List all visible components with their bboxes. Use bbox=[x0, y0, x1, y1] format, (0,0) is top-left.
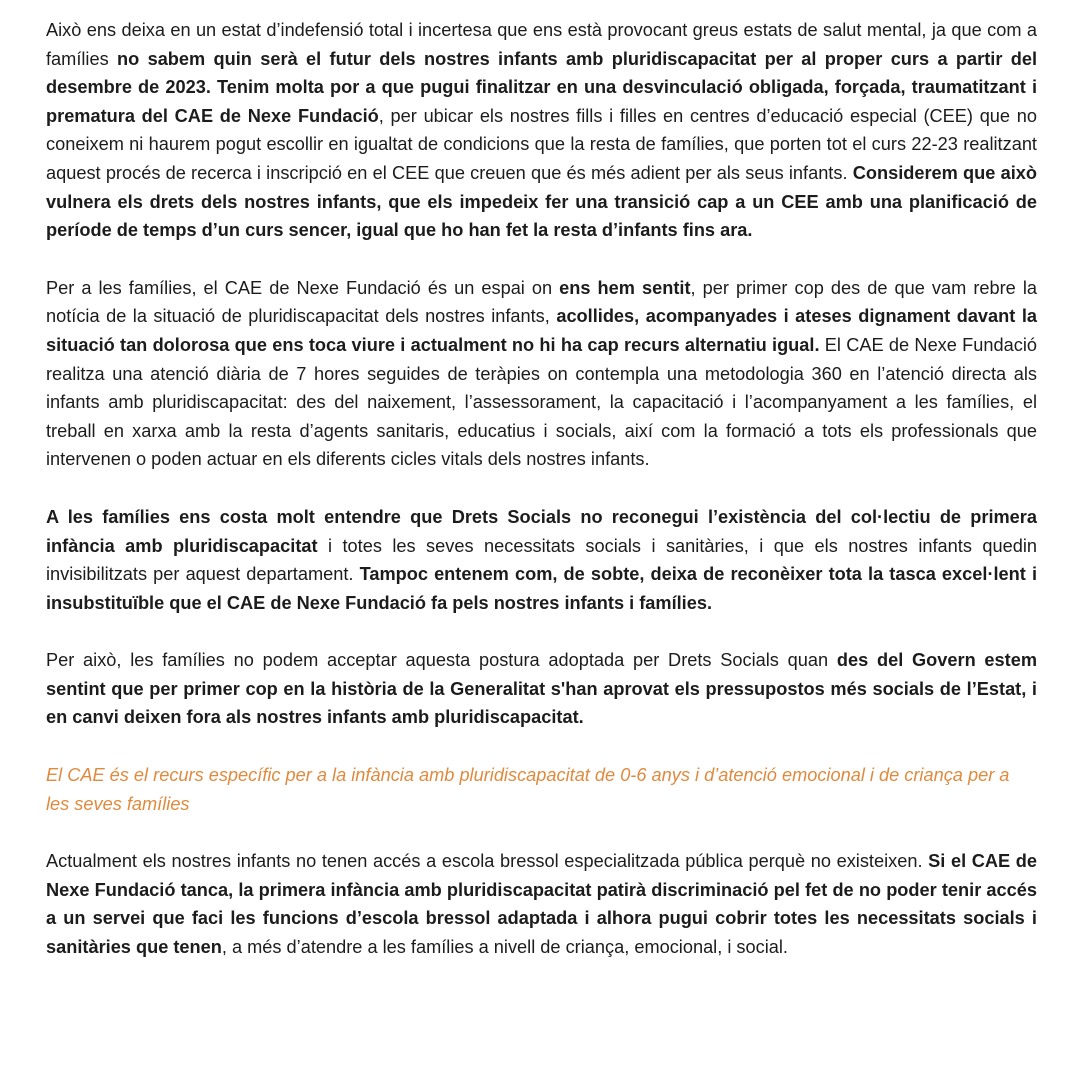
text-segment: Això ens deixa en un estat d’indefensió total i incertesa que ens està provocant greus estats de salut mental, ja que com a famílies bbox=[46, 20, 1037, 69]
bold-text-segment: Tampoc entenem com, de sobte, deixa de reconèixer tota la tasca excel·lent i insubstituïble que el CAE de Nexe Fundació fa pels nostres infants i famílies. bbox=[46, 564, 1037, 613]
bold-text-segment: no sabem quin serà el futur dels nostres infants amb pluridiscapacitat per al proper curs a partir del desembre de 2023. Tenim molta por a que pugui finalitzar en una desvinculació obligada, forçada, traumatitzant i prematura del CAE de Nexe Fundació bbox=[46, 48, 1038, 126]
text-segment: Per això, les famílies no podem acceptar aquesta postura adoptada per Drets Socials quan bbox=[46, 650, 837, 671]
paragraph-3 bbox=[46, 503, 1037, 617]
section-heading: El CAE és el recurs específic per a la infància amb pluridiscapacitat de 0-6 anys i d’atenció emocional i de criança per a les seves famílies bbox=[46, 765, 1010, 814]
bold-text-segment: des del Govern estem sentint que per primer cop en la història de la Generalitat s'han aprovat els pressupostos més socials de l’Estat, i en canvi deixen fora als nostres infants amb pluridiscapacitat. bbox=[46, 650, 1038, 728]
bold-text-segment: Considerem que això vulnera els drets dels nostres infants, que els impedeix fer una transició cap a un CEE amb una planificació de període de temps d’un curs sencer, igual que ho han fet la resta d’infants fins ara. bbox=[46, 162, 1037, 241]
text-segment: Actualment els nostres infants no tenen accés a escola bressol especialitzada pública perquè no existeixen. bbox=[46, 851, 929, 872]
paragraph-final bbox=[46, 847, 1037, 961]
text-segment: i totes les seves necessitats socials i sanitàries, i que els nostres infants quedin invisibilitzats per aquest departament. bbox=[46, 535, 1037, 585]
bold-text-segment: A les famílies ens costa molt entendre que Drets Socials no reconegui l’existència del col·lectiu de primera infància amb pluridiscapacitat bbox=[46, 506, 1037, 556]
document-body bbox=[46, 16, 1037, 962]
text-segment: , a més d’atendre a les famílies a nivell de criança, emocional, i social. bbox=[221, 937, 788, 958]
text-segment: Per a les famílies, el CAE de Nexe Fundació és un espai on bbox=[46, 277, 560, 298]
text-segment: El CAE de Nexe Fundació realitza una atenció diària de 7 hores seguides de teràpies on contempla una metodologia 360 en l’atenció directa als infants amb pluridiscapacitat: des del naixement, l’assessorament, la capacitació i l’acompanyament a les famílies, el treball en xarxa amb la resta d’agents sanitaris, educatius i socials, així com la formació a tots els professionals que intervenen o poden actuar en els diferents cicles vitals dels nostres infants. bbox=[46, 334, 1037, 470]
bold-text-segment: Si el CAE de Nexe Fundació tanca, la primera infància amb pluridiscapacitat patirà discriminació pel fet de no poder tenir accés a un servei que faci les funcions d’escola bressol adaptada i alhora pugui cobrir totes les necessitats socials i sanitàries que tenen bbox=[46, 851, 1038, 958]
bold-text-segment: acollides, acompanyades i ateses dignament davant la situació tan dolorosa que ens toca viure i actualment no hi ha cap recurs alternatiu igual. bbox=[46, 306, 1037, 355]
paragraph-2 bbox=[46, 274, 1037, 474]
bold-text-segment: ens hem sentit bbox=[559, 277, 691, 298]
text-segment: , per ubicar els nostres fills i filles en centres d’educació especial (CEE) que no coneixem ni haurem pogut escollir en igualtat de condicions que la resta de famílies, que porten tot el curs 22-23 realitzant aquest procés de recerca i inscripció en el CEE que creuen que és més adient per als seus infants. bbox=[46, 105, 1037, 183]
paragraph-1 bbox=[46, 16, 1037, 245]
paragraph-4 bbox=[46, 646, 1037, 732]
text-segment: , per primer cop des de que vam rebre la notícia de la situació de pluridiscapacitat dels nostres infants, bbox=[46, 277, 1037, 327]
